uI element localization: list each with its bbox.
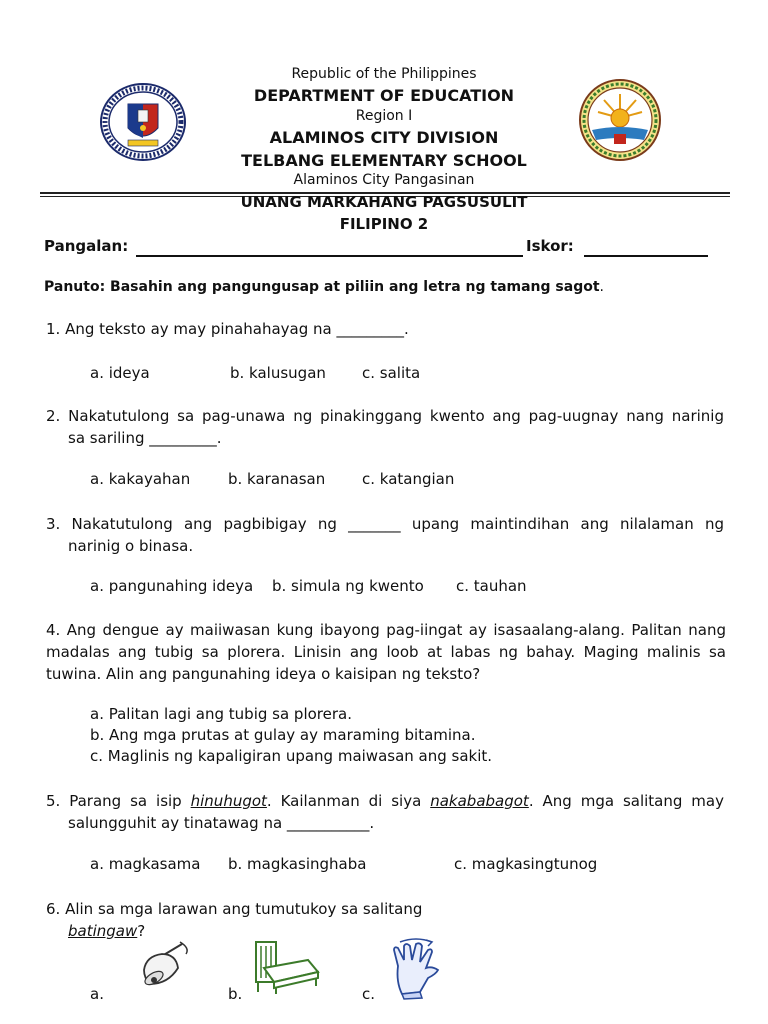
q4-option-b[interactable]: b. Ang mga prutas at gulay ay maraming bitamina. (90, 726, 476, 744)
bed-icon[interactable] (250, 938, 322, 996)
department-name: DEPARTMENT OF EDUCATION (253, 86, 515, 105)
score-label: Iskor: (526, 237, 574, 255)
name-label: Pangalan: (44, 237, 129, 255)
question-5-part-3: . Ang mga salitang may (528, 792, 724, 810)
q5-option-b[interactable]: b. magkasinghaba (228, 855, 367, 873)
question-5-underlined-word-2: nakababagot (430, 792, 529, 810)
question-6-text: 6. Alin sa mga larawan ang tumutukoy sa salitang (46, 900, 423, 918)
q6-option-c[interactable]: c. (362, 985, 376, 1003)
question-5-text-cont: salungguhit ay tinatawag na ___________. (68, 814, 375, 832)
division-name: ALAMINOS CITY DIVISION (269, 128, 499, 147)
name-field[interactable] (136, 237, 523, 257)
instructions-period: . (599, 279, 604, 295)
glove-icon[interactable] (386, 936, 448, 1000)
question-1-text: 1. Ang teksto ay may pinahahayag na _________. (46, 320, 409, 338)
q3-option-c[interactable]: c. tauhan (456, 577, 527, 595)
q5-option-c[interactable]: c. magkasingtunog (454, 855, 598, 873)
q1-option-a[interactable]: a. ideya (90, 364, 150, 382)
q6-option-a[interactable]: a. (90, 985, 104, 1003)
school-name: TELBANG ELEMENTARY SCHOOL (241, 151, 527, 170)
question-6-underlined-word: batingaw (68, 922, 138, 940)
bell-icon[interactable] (132, 940, 196, 996)
question-6-suffix: ? (137, 922, 146, 940)
question-5-underlined-word-1: hinuhugot (190, 792, 267, 810)
question-2 (46, 405, 724, 449)
q1-option-c[interactable]: c. salita (362, 364, 421, 382)
school-address: Alaminos City Pangasinan (293, 172, 475, 188)
score-field[interactable] (584, 237, 708, 257)
question-5-line-1 (46, 790, 724, 812)
question-5-part-2: . Kailanman di siya (266, 792, 431, 810)
question-2-text-cont: sa sariling _________. (68, 429, 222, 447)
question-4-text: 4. Ang dengue ay maiiwasan kung ibayong pag-iingat ay isasaalang-alang. Palitan nang madalas ang tubig sa plorera. Linisin ang loob at labas ng bahay. Maging malinis sa tuwina. Alin ang pangunahing ideya o kaisipan ng teksto? (46, 621, 726, 683)
q2-option-a[interactable]: a. kakayahan (90, 470, 191, 488)
question-5-part-1: 5. Parang sa isip (46, 792, 191, 810)
instructions (44, 279, 604, 295)
question-3-text-cont: narinig o binasa. (68, 537, 194, 555)
instructions-text: Panuto: Basahin ang pangungusap at piliin ang letra ng tamang sagot (44, 279, 600, 295)
question-3-text: 3. Nakatutulong ang pagbibigay ng _______ upang maintindihan ang nilalaman ng (46, 515, 724, 533)
q5-option-a[interactable]: a. magkasama (90, 855, 201, 873)
republic-line: Republic of the Philippines (291, 66, 477, 82)
region-line: Region I (355, 108, 413, 124)
question-4 (46, 619, 726, 685)
q4-option-a[interactable]: a. Palitan lagi ang tubig sa plorera. (90, 705, 352, 723)
q2-option-b[interactable]: b. karanasan (228, 470, 326, 488)
question-3 (46, 513, 724, 557)
q3-option-a[interactable]: a. pangunahing ideya (90, 577, 254, 595)
question-5 (46, 790, 724, 834)
q3-option-b[interactable]: b. simula ng kwento (272, 577, 424, 595)
question-2-text: 2. Nakatutulong sa pag-unawa ng pinakinggang kwento ang pag-uugnay nang narinig (46, 407, 724, 425)
q2-option-c[interactable]: c. katangian (362, 470, 455, 488)
q1-option-b[interactable]: b. kalusugan (230, 364, 326, 382)
q4-option-c[interactable]: c. Maglinis ng kapaligiran upang maiwasan ang sakit. (90, 747, 493, 765)
exam-title: UNANG MARKAHANG PAGSUSULIT (240, 193, 528, 211)
q6-option-b[interactable]: b. (228, 985, 243, 1003)
question-6 (46, 898, 422, 942)
subject-title: FILIPINO 2 (339, 215, 429, 233)
question-1 (46, 318, 724, 340)
